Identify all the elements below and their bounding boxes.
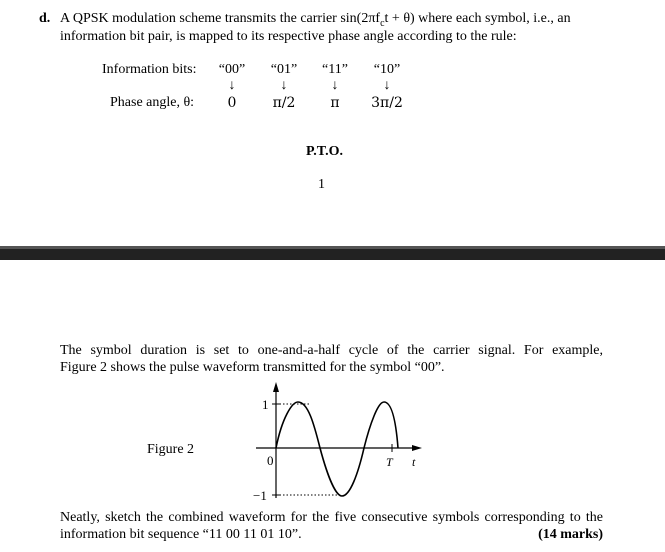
question-line-1-tail: t + θ) where each symbol, i.e., an (384, 11, 571, 26)
phase-cell-3pi-2: 3π/2 (371, 95, 403, 111)
figure-label: Figure 2 (147, 442, 195, 457)
origin-label: 0 (267, 453, 274, 468)
bits-cell-11: “11” (322, 62, 348, 77)
bits-cell-01: “01” (270, 62, 298, 77)
arrow-down-icon: ↓ (331, 78, 339, 93)
arrow-down-icon: ↓ (280, 78, 288, 93)
phase-cell-pi: π (330, 95, 340, 111)
time-axis-label: t (412, 455, 416, 469)
y-label-minus-1: −1 (253, 488, 267, 503)
question-label (39, 11, 50, 27)
question-line-2: information bit pair, is mapped to its respective phase angle according to the rule: (60, 29, 517, 44)
period-label: T (386, 455, 393, 469)
phase-cell-pi-2: π/2 (272, 95, 296, 111)
waveform-figure (240, 378, 440, 503)
phase-cell-0: 0 (227, 95, 237, 111)
page-number: 1 (318, 177, 325, 192)
bits-row-label: Information bits: (102, 62, 197, 77)
y-axis-arrow-icon (273, 382, 279, 392)
sine-waveform (276, 402, 398, 496)
paragraph-1-line-1: The symbol duration is set to one-and-a-half cycle of the carrier signal. For example, (60, 343, 603, 358)
carrier-subscript: c (380, 17, 385, 29)
arrow-down-icon: ↓ (228, 78, 236, 93)
paragraph-2-line-1: Neatly, sketch the combined waveform for the five consecutive symbols corresponding to the (60, 510, 603, 525)
y-label-1: 1 (262, 397, 269, 412)
arrow-down-icon: ↓ (383, 78, 391, 93)
paragraph-2-line-2: information bit sequence “11 00 11 01 10”. (60, 527, 302, 542)
question-number: d. (39, 11, 51, 26)
question-line-1 (60, 11, 571, 29)
paragraph-1-line-2: Figure 2 shows the pulse waveform transmitted for the symbol “00”. (60, 360, 445, 375)
pto-note: P.T.O. (306, 144, 343, 159)
page-divider-highlight (0, 246, 665, 249)
question-line-1-text: A QPSK modulation scheme transmits the carrier sin(2πf (60, 11, 381, 26)
x-axis-arrow-icon (412, 445, 422, 451)
marks-badge: (14 marks) (538, 527, 603, 542)
phase-row-label: Phase angle, θ: (110, 95, 195, 110)
bits-cell-10: “10” (373, 62, 401, 77)
bits-cell-00: “00” (218, 62, 246, 77)
